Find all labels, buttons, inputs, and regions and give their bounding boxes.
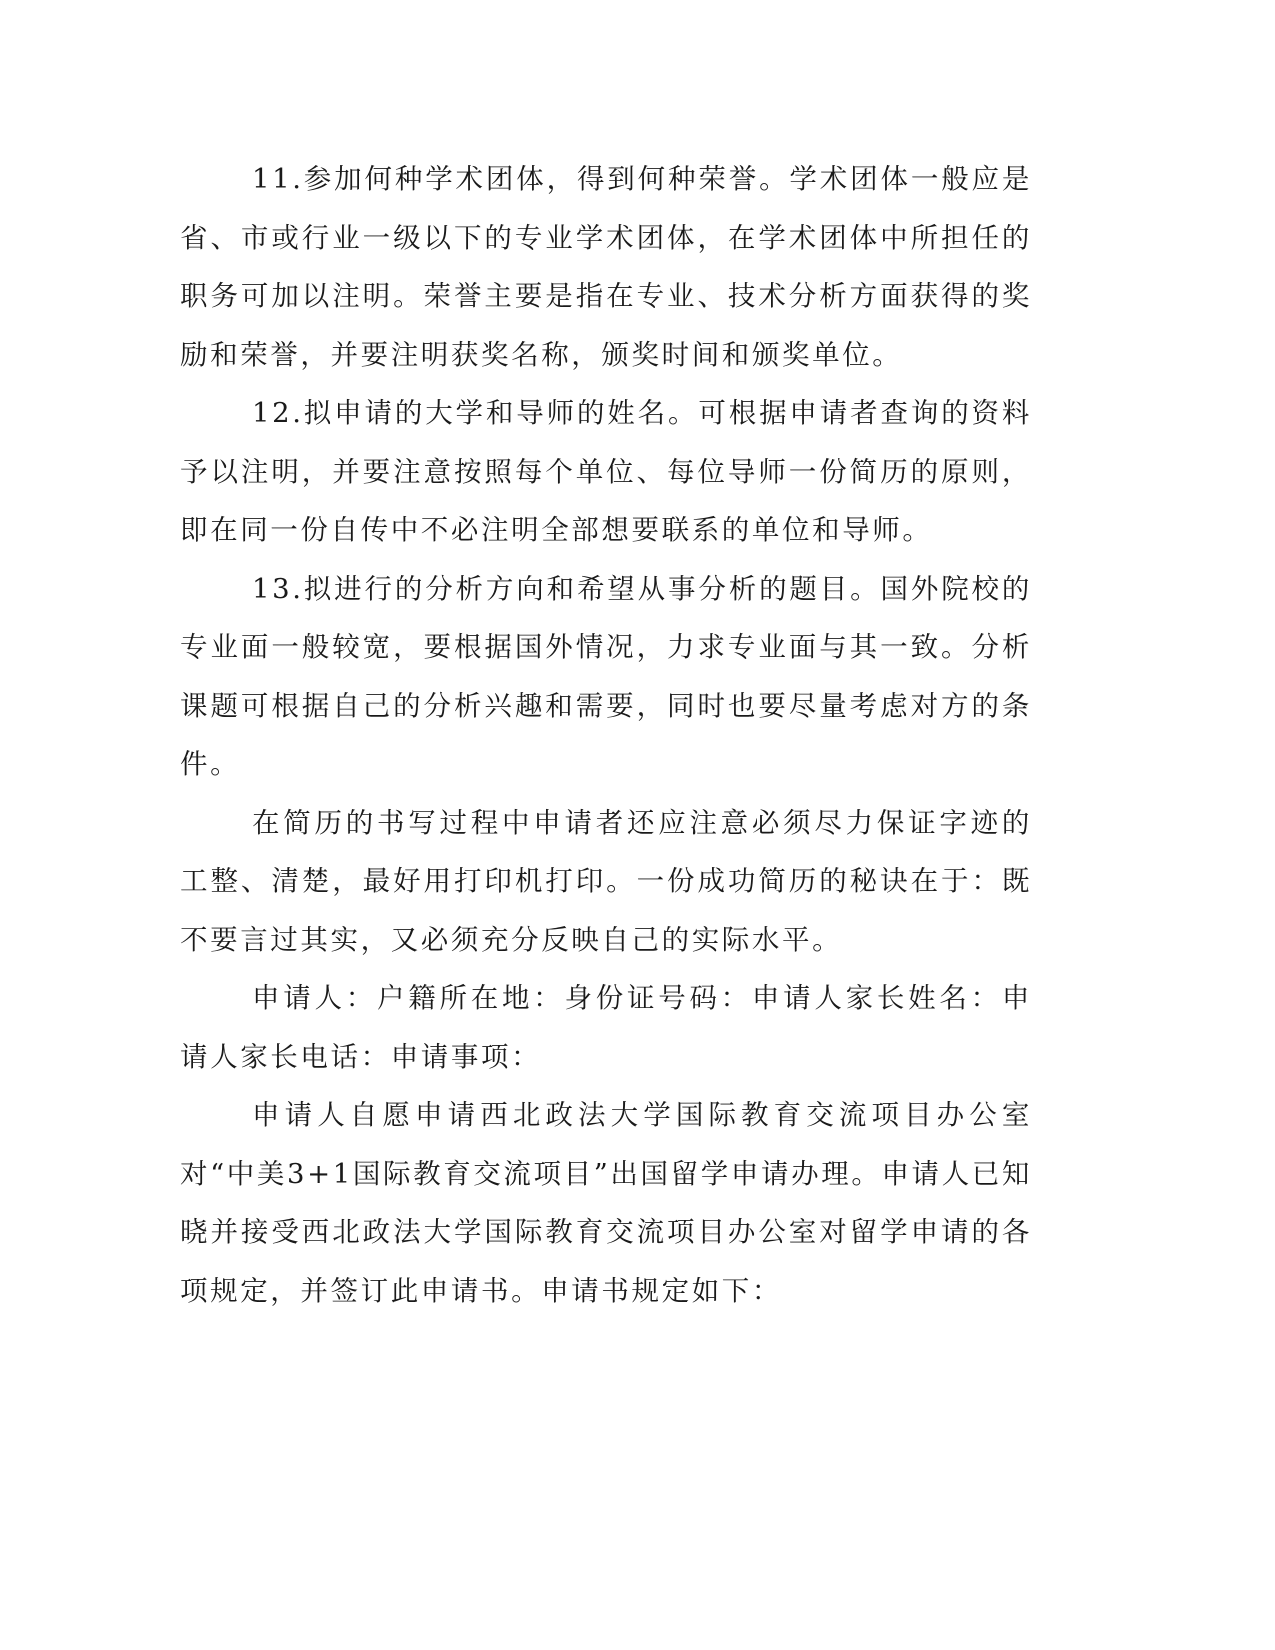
paragraph-item-12: 12.拟申请的大学和导师的姓名。可根据申请者查询的资料予以注明，并要注意按照每个单位、每位导师一份简历的原则，即在同一份自传中不必注明全部想要联系的单位和导师。 bbox=[180, 397, 1032, 546]
document-body bbox=[180, 150, 1032, 1320]
paragraph-applicant-fields: 申请人：户籍所在地：身份证号码：申请人家长姓名：申请人家长电话：申请事项： bbox=[180, 982, 1032, 1073]
paragraph-application-statement: 申请人自愿申请西北政法大学国际教育交流项目办公室对“中美3+1国际教育交流项目”出国留学申请办理。申请人已知晓并接受西北政法大学国际教育交流项目办公室对留学申请的各项规定，并签订此申请书。申请书规定如下： bbox=[180, 1099, 1032, 1307]
paragraph-resume-tips: 在简历的书写过程中申请者还应注意必须尽力保证字迹的工整、清楚，最好用打印机打印。一份成功简历的秘诀在于：既不要言过其实，又必须充分反映自己的实际水平。 bbox=[180, 806, 1032, 956]
paragraph-item-11: 11.参加何种学术团体，得到何种荣誉。学术团体一般应是省、市或行业一级以下的专业学术团体，在学术团体中所担任的职务可加以注明。荣誉主要是指在专业、技术分析方面获得的奖励和荣誉，并要注明获奖名称，颁奖时间和颁奖单位。 bbox=[180, 163, 1032, 371]
paragraph-item-13: 13.拟进行的分析方向和希望从事分析的题目。国外院校的专业面一般较宽，要根据国外情况，力求专业面与其一致。分析课题可根据自己的分析兴趣和需要，同时也要尽量考虑对方的条件。 bbox=[180, 572, 1032, 780]
